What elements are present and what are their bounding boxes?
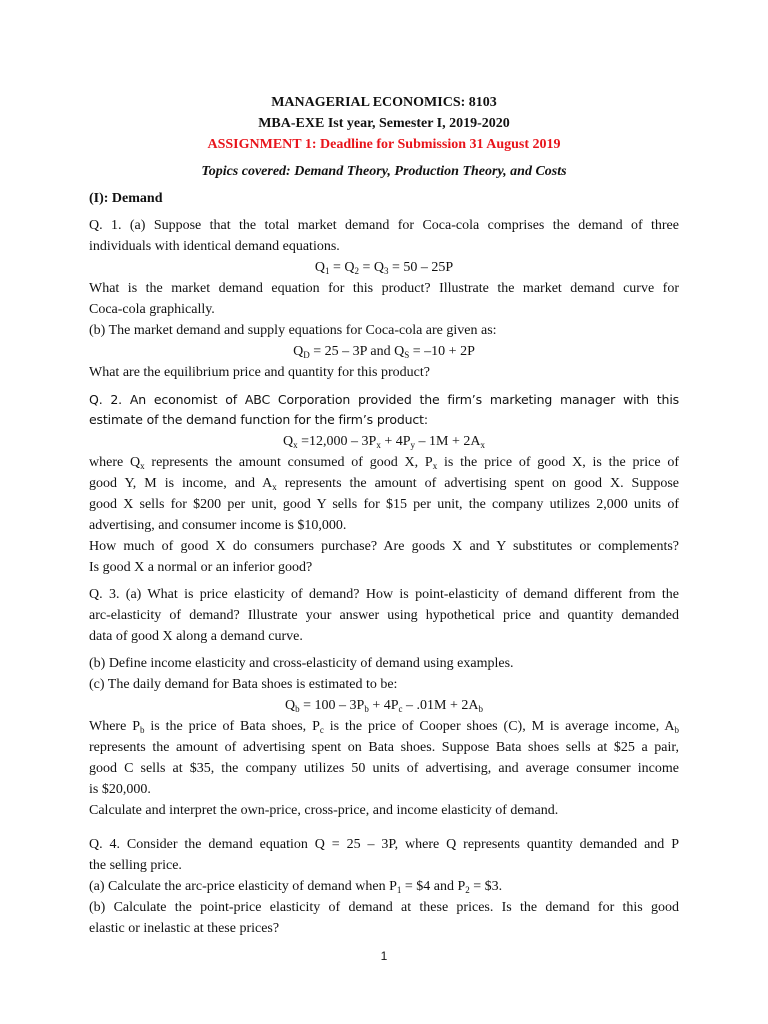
assignment-deadline: ASSIGNMENT 1: Deadline for Submission 31 August 2019 <box>207 137 561 152</box>
q4-text-line: the selling price. <box>89 858 182 873</box>
q4b-text-line: elastic or inelastic at these prices? <box>89 921 280 936</box>
q4b-text-line: (b) Calculate the point-price elasticity of demand at these prices. Is the demand for this good <box>89 900 679 915</box>
program-title: MBA-EXE Ist year, Semester I, 2019-2020 <box>258 116 510 131</box>
q2-equation: $Q_x =12,000 - 3P_x + 4P_y - 1M + 2A_x$ <box>283 434 485 450</box>
q4a-text-line: (a) Calculate the arc-price elasticity of demand when $P_1$ = $4 and $P_2$ = $3. <box>89 879 503 895</box>
q1b-text-line: (b) The market demand and supply equations for Coca-cola are given as: <box>89 323 497 338</box>
section-heading: (I): Demand <box>89 191 163 206</box>
q1-text-line: individuals with identical demand equations. <box>89 239 340 254</box>
q2-text-line: good X sells for $200 per unit, good Y sells for $15 per unit, the company utilizes 2,000 units of <box>89 497 679 512</box>
q3-text-line: data of good X along a demand curve. <box>89 629 303 644</box>
q3c-equation: $Q_b = 100 - 3P_b + 4P_c - .01M + 2A_b$ <box>285 698 483 714</box>
q1-text-line: Q. 1. (a) Suppose that the total market demand for Coca-cola comprises the demand of three <box>89 218 679 233</box>
q3c-text-line: (c) The daily demand for Bata shoes is estimated to be: <box>89 677 398 692</box>
q2-text-line: good Y, M is income, and $A_x$ represents the amount of advertising spent on good X. Suppose <box>89 476 680 492</box>
q2-text-line: where $Q_x$ represents the amount consumed of good X, $P_x$ is the price of good X, is the price of <box>89 455 680 471</box>
q2-text-line: estimate of the demand function for the firm’s product: <box>89 412 428 427</box>
q1b-text-line: What are the equilibrium price and quantity for this product? <box>89 365 430 380</box>
q2-text-line: advertising, and consumer income is $10,000. <box>89 518 347 533</box>
q3-text-line: arc-elasticity of demand? Illustrate your answer using hypothetical price and quantity demanded <box>89 608 679 623</box>
q3c-text-line: good C sells at $35, the company utilizes 50 units of advertising, and average consumer income <box>89 761 679 776</box>
q4-text-line: Q. 4. Consider the demand equation Q = 25 – 3P, where Q represents quantity demanded and P <box>89 837 679 852</box>
q1-equation: $Q_1 = Q_2 = Q_3 = 50 - 25P$ <box>314 260 454 276</box>
q3c-text-line: represents the amount of advertising spent on Bata shoes. Suppose Bata shoes sells at $25 a pair, <box>89 740 679 755</box>
q3c-text-line: Calculate and interpret the own-price, cross-price, and income elasticity of demand. <box>89 803 559 818</box>
q3-text-line: Q. 3. (a) What is price elasticity of demand? How is point-elasticity of demand different from the <box>89 587 679 602</box>
q2-text-line: Is good X a normal or an inferior good? <box>89 560 313 575</box>
q2-text-line: Q. 2. An economist of ABC Corporation provided the firm’s marketing manager with this <box>89 392 679 407</box>
page-number: 1 <box>380 949 388 963</box>
q1b-equation: $Q_D = 25 - 3P$ and $Q_S = -10 + 2P$ <box>293 344 475 360</box>
course-title: MANAGERIAL ECONOMICS: 8103 <box>271 95 497 110</box>
q3b-text-line: (b) Define income elasticity and cross-elasticity of demand using examples. <box>89 656 514 671</box>
q3c-text-line: is $20,000. <box>89 782 151 797</box>
q3c-text-line: Where $P_b$ is the price of Bata shoes, $P_c$ is the price of Cooper shoes (C), M is average income, $A_b$ <box>89 719 679 735</box>
q1-text-line: What is the market demand equation for this product? Illustrate the market demand curve for <box>89 281 679 296</box>
topics-covered: Topics covered: Demand Theory, Production Theory, and Costs <box>201 164 567 179</box>
q1-text-line: Coca-cola graphically. <box>89 302 215 317</box>
q2-text-line: How much of good X do consumers purchase? Are goods X and Y substitutes or complements? <box>89 539 679 554</box>
